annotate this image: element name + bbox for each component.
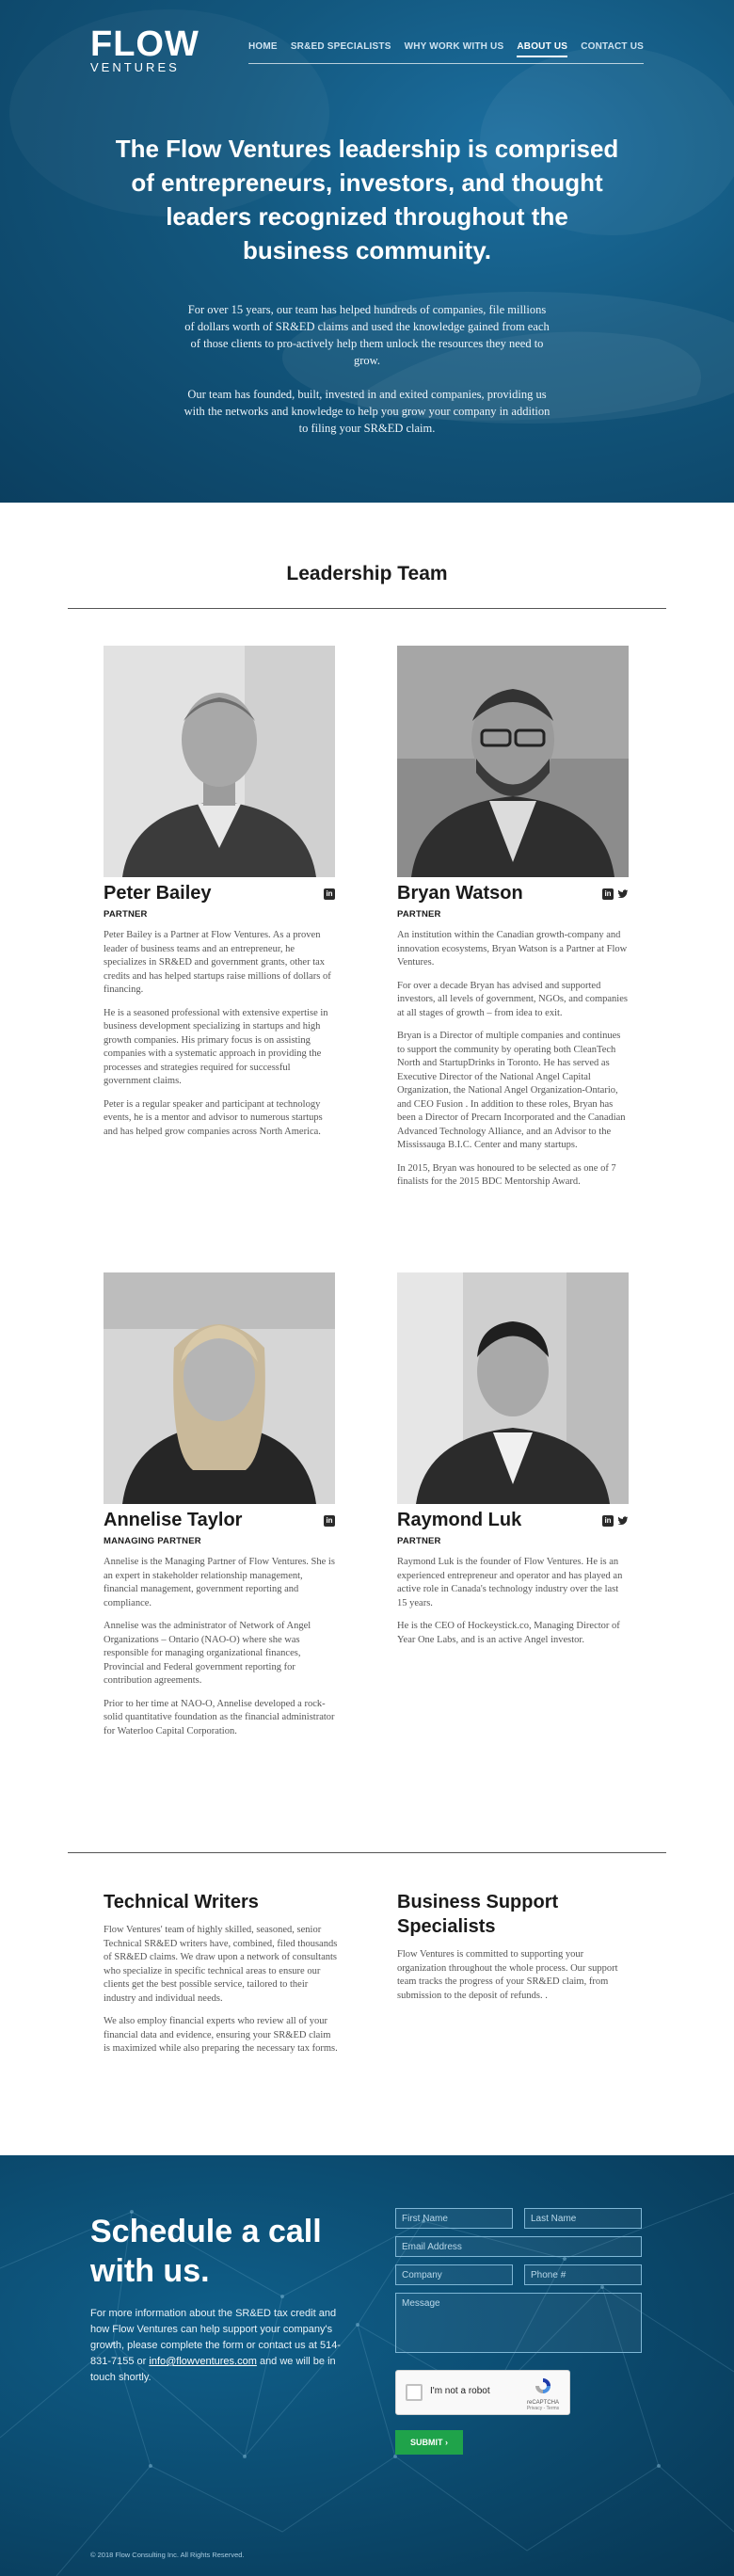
person-role: MANAGING PARTNER <box>104 1536 201 1546</box>
flow-ventures-logo[interactable] <box>90 24 199 75</box>
avatar <box>104 1272 335 1504</box>
section-divider <box>68 1852 666 1853</box>
copyright: © 2018 Flow Consulting Inc. All Rights Reserved. <box>90 2551 245 2559</box>
recaptcha-brand: reCAPTCHA <box>526 2400 559 2406</box>
person-role: PARTNER <box>397 909 441 920</box>
recaptcha-checkbox[interactable] <box>406 2384 423 2401</box>
logo-wordmark: FLOW <box>90 24 199 64</box>
person-card-peter-bailey <box>104 646 335 1148</box>
person-card-annelise-taylor <box>104 1272 335 1748</box>
recaptcha-icon <box>534 2376 552 2395</box>
technical-writers-text: We also employ financial experts who review all of your financial data and evidence, ensuring your SR&ED claim is maximized while also preparing the necessary tax forms. <box>104 2016 338 2054</box>
business-support-title: Business Support Specialists <box>397 1892 559 1937</box>
hero-paragraph-2: Our team has founded, built, invested in and exited companies, providing us with the networks and knowledge to help you grow your company in addition to filing your SR&ED claim. <box>184 388 550 435</box>
recaptcha-widget <box>395 2370 570 2415</box>
bio-paragraph: An institution within the Canadian growth-company and innovation ecosystems, Bryan Watson is a Partner at Flow Ventures. <box>397 930 628 968</box>
cta-text-after: and we will be in touch shortly. <box>90 2356 336 2383</box>
technical-writers-column <box>104 1890 339 2066</box>
last-name-field[interactable]: Last Name <box>524 2208 642 2229</box>
cta-text <box>90 2306 344 2386</box>
phone-field[interactable]: Phone # <box>524 2264 642 2285</box>
email-link[interactable]: info@flowventures.com <box>149 2356 257 2367</box>
submit-button[interactable]: SUBMIT › <box>395 2430 463 2455</box>
linkedin-icon[interactable]: in <box>602 1515 614 1527</box>
contact-section <box>0 2155 734 2576</box>
avatar <box>397 646 629 877</box>
company-field[interactable]: Company <box>395 2264 513 2285</box>
cta-text-before: For more information about the SR&ED tax credit and how Flow Ventures can help support your company's growth, please complete the form or contact us at 514-831-7155 or <box>90 2308 341 2367</box>
hero-section <box>0 0 734 503</box>
person-bio <box>104 929 335 1139</box>
bio-paragraph: In 2015, Bryan was honoured to be selected as one of 7 finalists for the 2015 BDC Mentorship Award. <box>397 1162 616 1187</box>
nav-contact-us[interactable]: CONTACT US <box>581 41 644 52</box>
twitter-icon[interactable] <box>617 888 629 900</box>
person-name: Peter Bailey <box>104 883 212 904</box>
person-name: Bryan Watson <box>397 883 523 904</box>
bio-paragraph: Annelise is the Managing Partner of Flow Ventures. She is an expert in stakeholder relationship management, financial management, government reporting and compliance. <box>104 1557 335 1608</box>
leadership-title: Leadership Team <box>286 563 448 584</box>
nav-sred-specialists[interactable]: SR&ED SPECIALISTS <box>290 41 391 52</box>
bio-paragraph: Annelise was the administrator of Network of Angel Organizations – Ontario (NAO-O) where she was responsible for managing organizational finances, Provincial and Federal government reporting for contribution agreements. <box>104 1621 311 1686</box>
business-support-text: Flow Ventures is committed to supporting your organization throughout the whole process. Our support team tracks the progress of your SR&ED claim, from submission to the deposit of refunds. . <box>397 1949 618 2001</box>
nav-why-work-with-us[interactable]: WHY WORK WITH US <box>404 41 504 52</box>
message-field[interactable]: Message <box>395 2293 642 2353</box>
avatar <box>104 646 335 877</box>
person-name: Raymond Luk <box>397 1510 522 1530</box>
bio-paragraph: Raymond Luk is the founder of Flow Ventures. He is an experienced entrepreneur and operator and has played an active role in Canada's technology industry over the last 15 years. <box>397 1557 623 1608</box>
linkedin-icon[interactable]: in <box>324 1515 335 1527</box>
header <box>90 24 644 77</box>
person-role: PARTNER <box>397 1536 441 1546</box>
nav-home[interactable]: HOME <box>248 41 278 52</box>
hero-heading: The Flow Ventures leadership is comprised of entrepreneurs, investors, and thought leaders recognized throughout the business community. <box>115 135 619 264</box>
bio-paragraph: Peter is a regular speaker and participant at technology events, he is a mentor and advisor to numerous startups and has helped grow companies across North America. <box>104 1098 323 1137</box>
recaptcha-links[interactable]: Privacy - Terms <box>526 2406 560 2411</box>
logo-subtitle: VENTURES <box>90 60 180 74</box>
first-name-field[interactable]: First Name <box>395 2208 513 2229</box>
avatar <box>397 1272 629 1504</box>
twitter-icon[interactable] <box>617 1515 629 1527</box>
bio-paragraph: Peter Bailey is a Partner at Flow Ventures. As a proven leader of business teams and an entrepreneur, he specializes in SR&ED and government grants, other tax credits and has helped startups raise millions of dollars of financing. <box>104 930 331 995</box>
bio-paragraph: He is the CEO of Hockeystick.co, Managing Director of Year One Labs, and is an active Angel investor. <box>397 1621 620 1645</box>
technical-writers-text: Flow Ventures' team of highly skilled, seasoned, senior Technical SR&ED writers have, combined, filed thousands of SR&ED claims. We draw upon a network of consultants who specialize in specific technical areas to ensure our clients get the best possible service, tailored to their industry and individual needs. <box>104 1925 338 2004</box>
cta-title: Schedule a call with us. <box>90 2214 322 2289</box>
person-name: Annelise Taylor <box>104 1510 243 1530</box>
person-card-raymond-luk <box>397 1272 629 1656</box>
technical-writers-title: Technical Writers <box>104 1892 259 1912</box>
recaptcha-label: I'm not a robot <box>430 2386 490 2396</box>
bio-paragraph: For over a decade Bryan has advised and supported investors, all levels of government, NGOs, and companies at all stages of growth – from idea to exit. <box>397 980 628 1018</box>
main-nav <box>248 41 644 64</box>
linkedin-icon[interactable]: in <box>602 888 614 900</box>
linkedin-icon[interactable]: in <box>324 888 335 900</box>
bio-paragraph: Bryan is a Director of multiple companies and continues to support the community by operating both CleanTech North and StartupDrinks in Toronto. He has served as Executive Director of the National Angel Capital Organization, the National Angel Organization-Ontario, and CEO Fusion . In addition to these roles, Bryan has been a Director of Precarn Incorporated and the Canadian Advanced Technology Alliance, and an Advisor to the Mississauga B.I.C. Center and many startups. <box>397 1031 626 1150</box>
bio-paragraph: Prior to her time at NAO-O, Annelise developed a rock-solid quantitative foundation as the financial administrator for Waterloo Capital Corporation. <box>104 1698 335 1736</box>
person-bio <box>397 1556 629 1647</box>
person-bio <box>104 1556 335 1738</box>
person-bio <box>397 929 629 1190</box>
bio-paragraph: He is a seasoned professional with extensive expertise in business development specializing in startups and high growth companies. His primary focus is on assisting companies with a systematic approach in providing the processes and strategies required for successful government claims. <box>104 1007 328 1086</box>
nav-about-us[interactable]: ABOUT US <box>517 41 567 57</box>
email-field[interactable]: Email Address <box>395 2236 642 2257</box>
hero-paragraph-1: For over 15 years, our team has helped hundreds of companies, file millions of dollars worth of SR&ED claims and used the knowledge gained from each of those clients to pro-actively help them unlock the resources they need to grow. <box>184 303 550 367</box>
person-role: PARTNER <box>104 909 148 920</box>
business-support-column <box>397 1890 632 2012</box>
person-card-bryan-watson <box>397 646 629 1199</box>
recaptcha-logo <box>524 2376 562 2411</box>
section-divider <box>68 608 666 609</box>
